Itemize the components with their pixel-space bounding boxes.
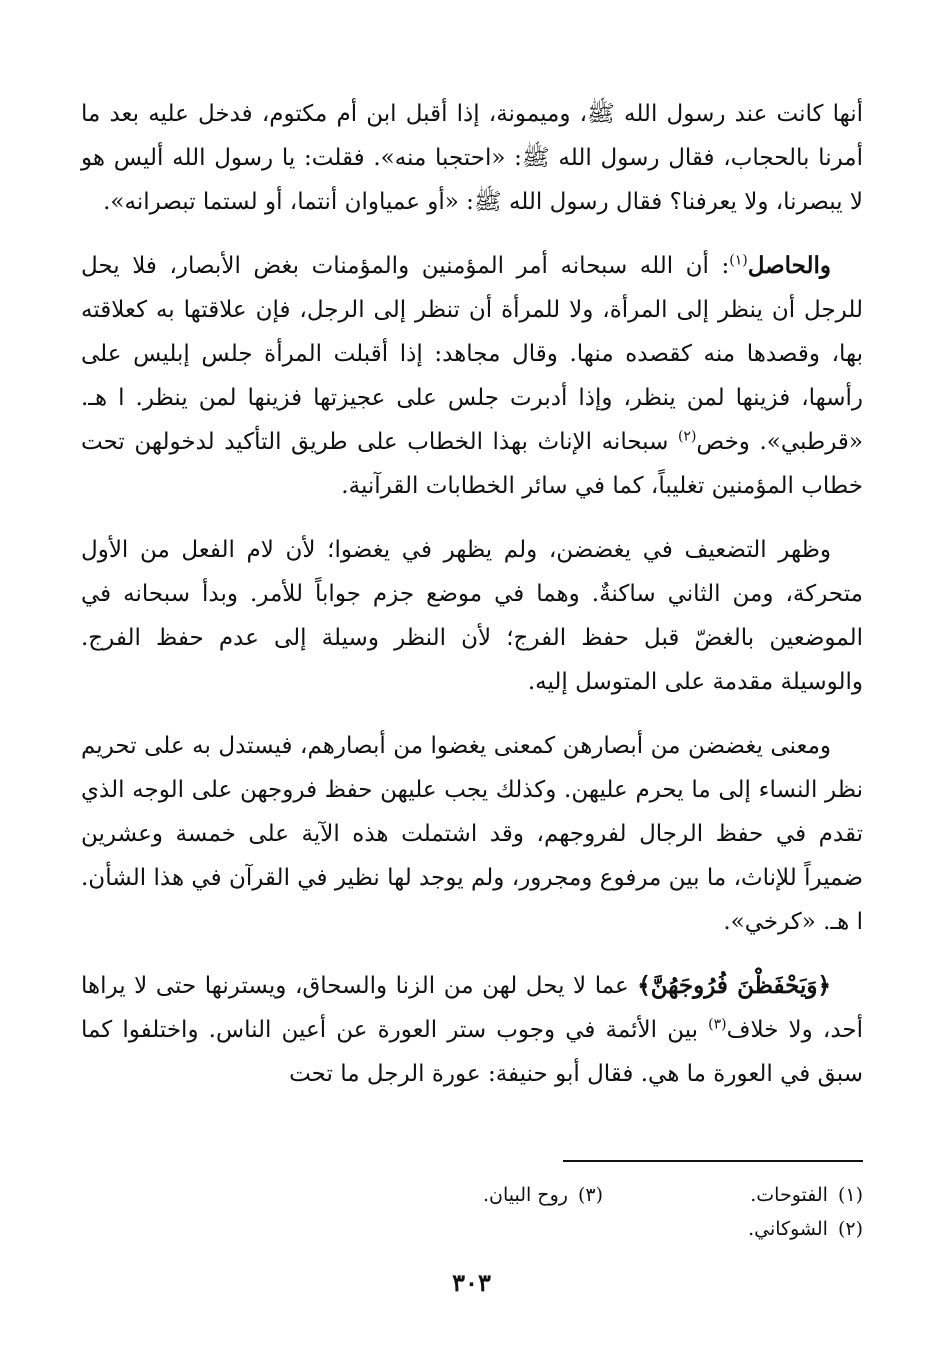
footnote-separator [563, 1160, 863, 1162]
footnote-ref-2: (٢) [677, 428, 697, 445]
main-text-body [81, 92, 863, 1116]
footnote-number: (٣) [577, 1184, 603, 1206]
footnote-1 [603, 1178, 863, 1212]
paragraph-2-lead-word: والحاصل [747, 252, 831, 279]
page-number: ٣٠٣ [452, 1268, 491, 1297]
footnote-text: الفتوحات. [750, 1184, 828, 1206]
paragraph-4-text: ومعنى يغضضن من أبصارهن كمعنى يغضوا من أبصارهم، فيستدل به على تحريم نظر النساء إلى ما يحرم عليهن. وكذلك يجب عليهن حفظ فروجهن على الوجه الذي تقدم في حفظ الرجال لفروجهم، وقد اشتملت هذه الآية على خمسة وعشرين ضميراً للإناث، ما بين مرفوع ومجرور، ولم يوجد لها نظير في القرآن في هذا الشأن. ا هـ. «كرخي». [81, 733, 863, 935]
footnote-ref-3: (٣) [708, 1016, 727, 1033]
footnote-text: الشوكاني. [748, 1218, 828, 1240]
paragraph-3 [81, 528, 863, 704]
paragraph-5-text-after: بين الأئمة في وجوب ستر العورة عن أعين الناس. واختلفوا كما سبق في العورة ما هي. فقال أبو حنيفة: عورة الرجل ما تحت [81, 1017, 863, 1087]
footnote-row-1 [303, 1178, 863, 1212]
footnote-number: (٢) [837, 1218, 863, 1240]
footnote-text: روح البيان. [482, 1184, 568, 1206]
paragraph-1-text: أنها كانت عند رسول الله ﷺ، وميمونة، إذا أقبل ابن أم مكتوم، فدخل عليه بعد ما أمرنا بالحجاب، فقال رسول الله ﷺ: «احتجبا منه». فقلت: يا رسول الله أليس هو لا يبصرنا، ولا يعرفنا؟ فقال رسول الله ﷺ: «أو عمياوان أنتما، أو لستما تبصرانه». [81, 101, 863, 215]
footnotes [303, 1178, 863, 1246]
footnote-2 [603, 1212, 863, 1246]
paragraph-2-text-after: سبحانه الإناث بهذا الخطاب على طريق التأكيد لدخولهن تحت خطاب المؤمنين تغليباً، كما في سائر الخطابات القرآنية. [81, 429, 863, 499]
footnote-ref-1: (١) [729, 252, 748, 269]
paragraph-2-text: : أن الله سبحانه أمر المؤمنين والمؤمنات بغض الأبصار، فلا يحل للرجل أن ينظر إلى المرأة، ولا للمرأة أن تنظر إلى الرجل، فإن علاقتها به كعلاقته بها، وقصدها منه كقصده منها. وقال مجاهد: إذا أقبلت المرأة جلس إبليس على رأسها، فزينها لمن ينظر، وإذا أدبرت جلس على عجيزتها فزينها لمن ينظر. ا هـ. «قرطبي». وخص [81, 253, 863, 455]
paragraph-5 [81, 964, 863, 1096]
paragraph-5-text: عما لا يحل لهن من الزنا والسحاق، ويسترنها حتى لا يراها أحد، ولا خلاف [81, 973, 863, 1043]
footnote-number: (١) [837, 1184, 863, 1206]
footnote-row-2 [303, 1212, 863, 1246]
paragraph-2 [81, 244, 863, 508]
paragraph-4 [81, 724, 863, 944]
quran-verse-quote: ﴿وَيَحْفَظْنَ فُرُوجَهُنَّ﴾ [637, 972, 831, 999]
paragraph-1 [81, 92, 863, 224]
footnote-3 [343, 1178, 603, 1212]
paragraph-3-text: وظهر التضعيف في يغضضن، ولم يظهر في يغضوا؛ لأن لام الفعل من الأول متحركة، ومن الثاني ساكنةٌ. وهما في موضع جزم جواباً للأمر. وبدأ سبحانه في الموضعين بالغضّ قبل حفظ الفرج؛ لأن النظر وسيلة إلى عدم حفظ الفرج. والوسيلة مقدمة على المتوسل إليه. [81, 537, 863, 695]
